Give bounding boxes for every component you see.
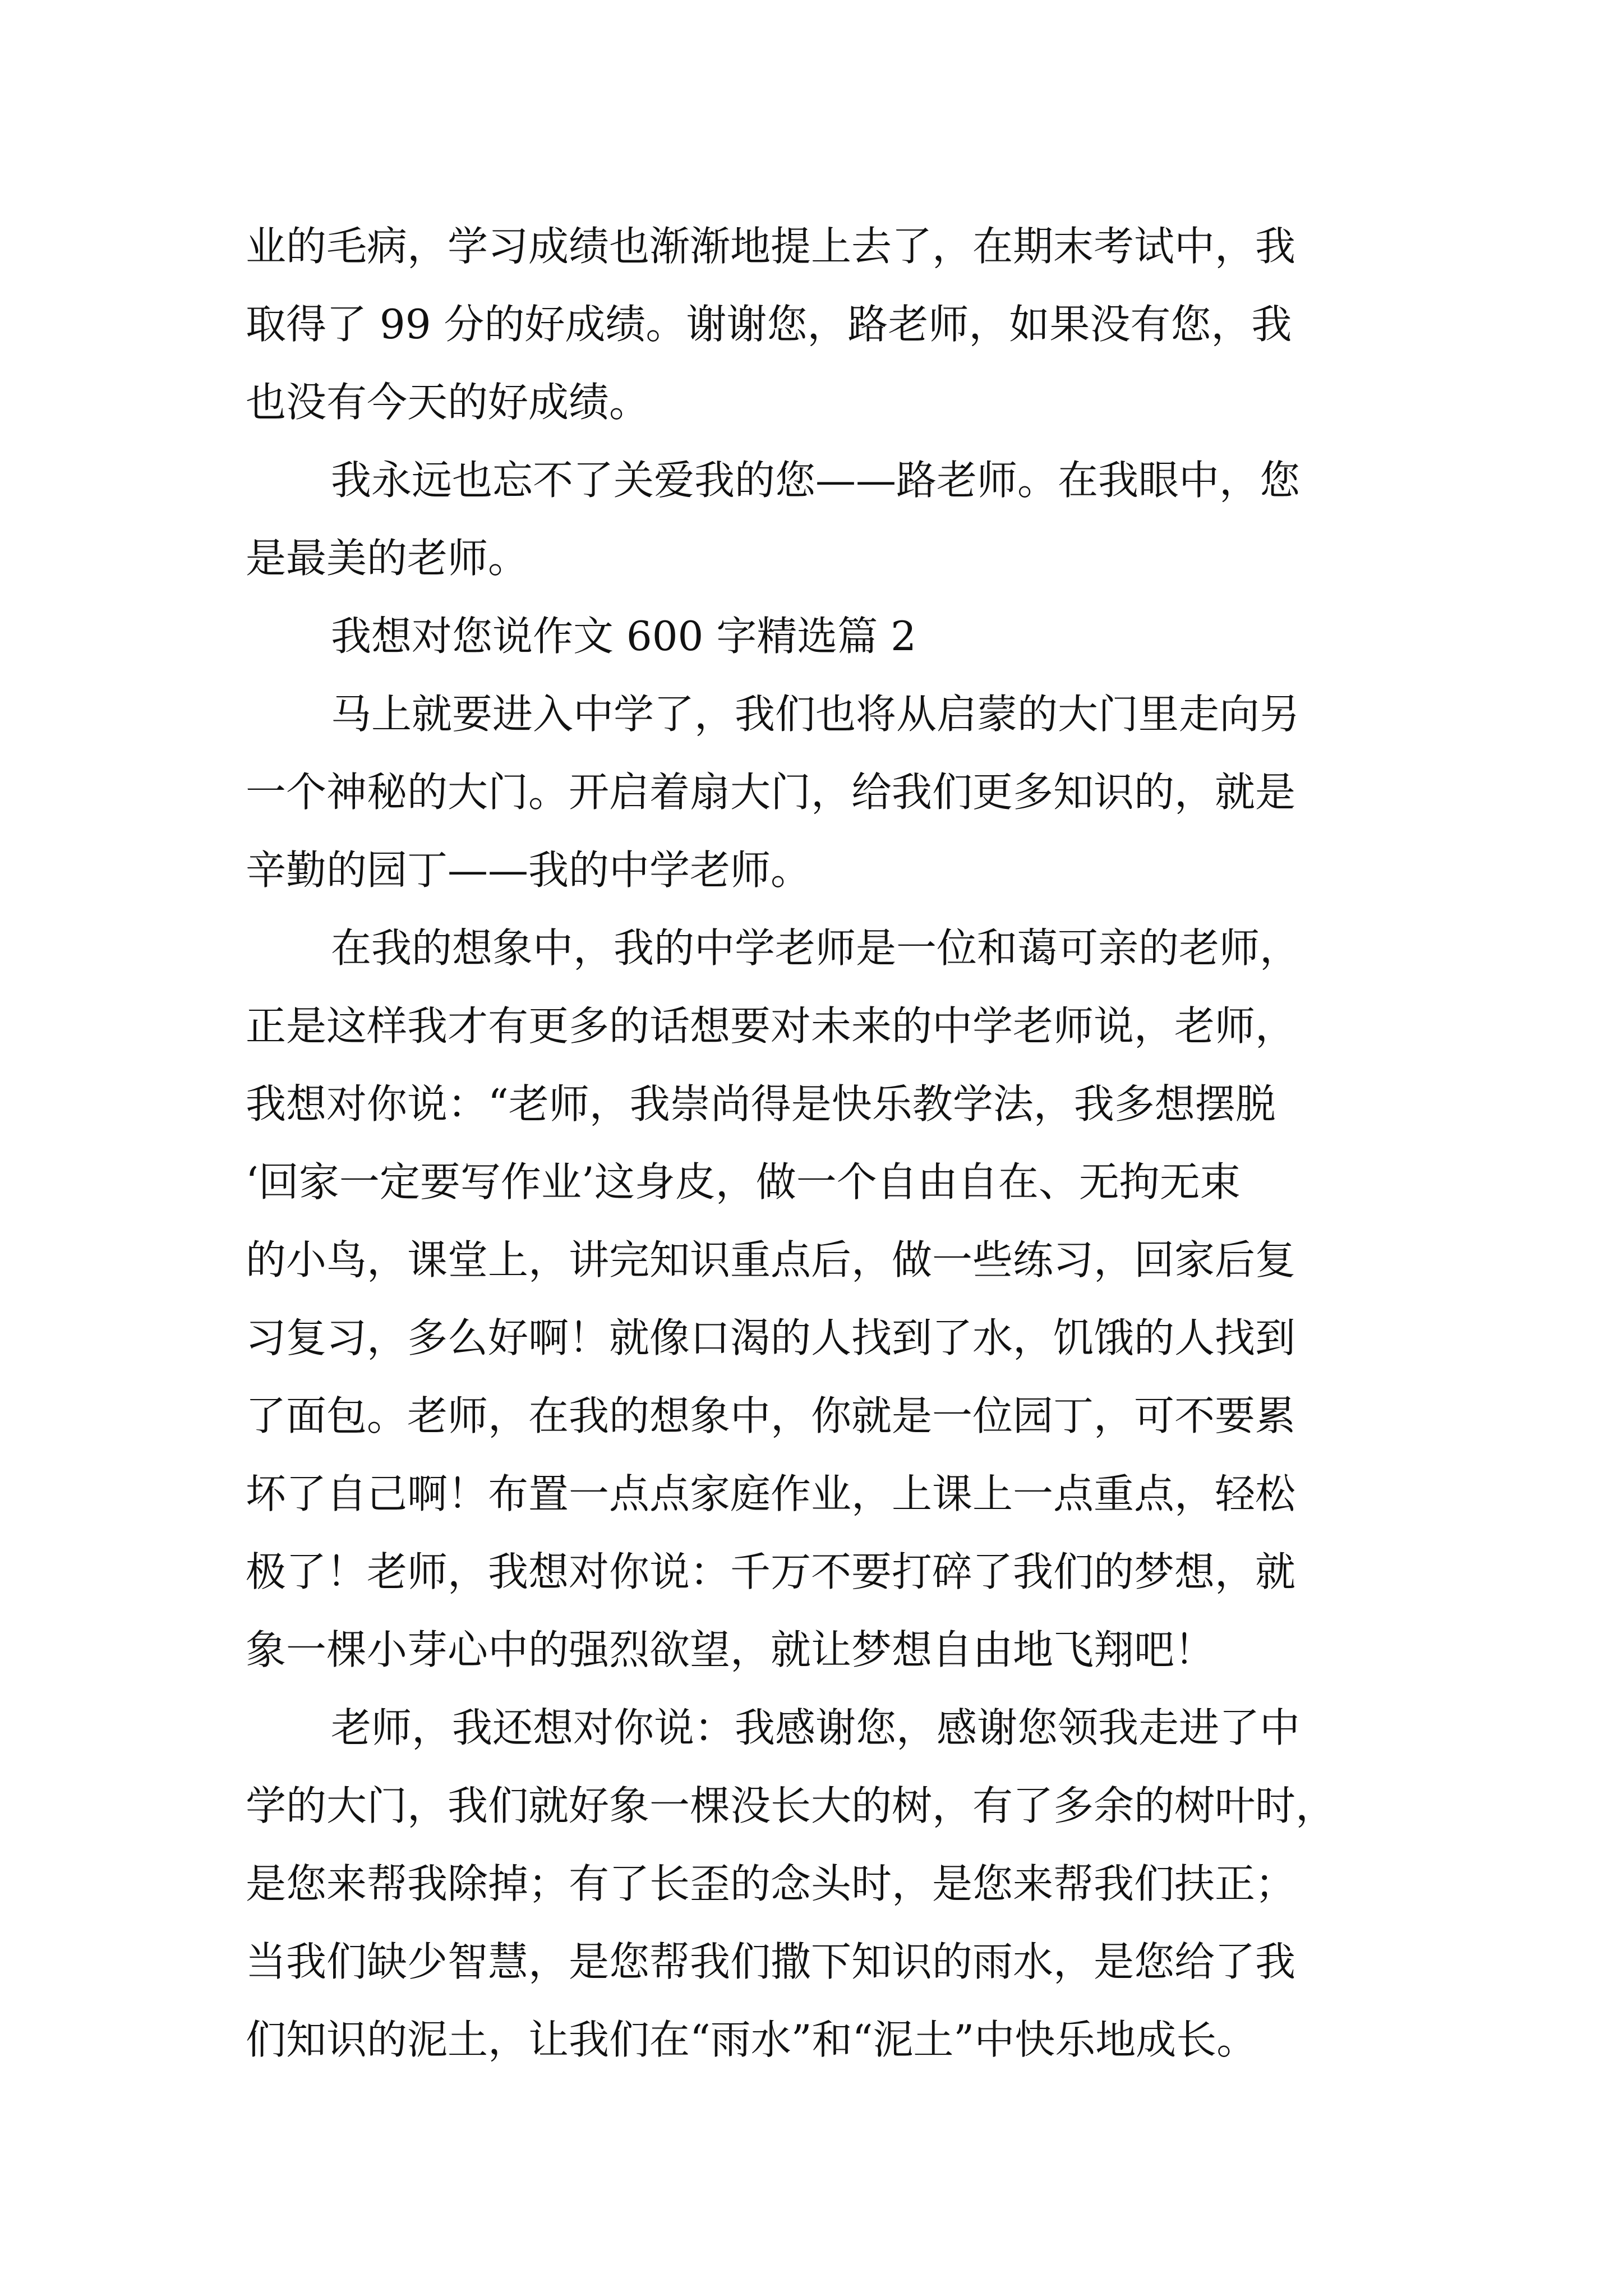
text-line: 一个神秘的大门。开启着扇大门，给我们更多知识的，就是 — [246, 769, 1296, 816]
heading-text: 我想对您说作文 600 字精选篇 2 — [331, 613, 916, 660]
text-line: 是最美的老师。 — [246, 535, 529, 582]
text-line: 我永远也忘不了关爱我的您——路老师。在我眼中，您 — [331, 457, 1301, 504]
paragraph-1 — [246, 208, 1384, 441]
text-line: 了面包。老师，在我的想象中，你就是一位园丁，可不要累 — [246, 1392, 1296, 1439]
text-line: 取得了 99 分的好成绩。谢谢您，路老师，如果没有您，我 — [246, 301, 1292, 348]
text-line: 老师，我还想对你说：我感谢您，感谢您领我走进了中 — [331, 1704, 1301, 1751]
text-line: 学的大门，我们就好象一棵没长大的树，有了多余的树叶时， — [246, 1782, 1336, 1829]
text-line: ‘回家一定要写作业’这身皮，做一个自由自在、无拘无束 — [246, 1158, 1241, 1205]
paragraph-2 — [246, 441, 1384, 597]
text-line: 当我们缺少智慧，是您帮我们撒下知识的雨水，是您给了我 — [246, 1938, 1296, 1985]
text-line: 业的毛病，学习成绩也渐渐地提上去了，在期末考试中，我 — [246, 223, 1296, 270]
text-line: 也没有今天的好成绩。 — [246, 379, 650, 426]
text-line: 的小鸟，课堂上，讲完知识重点后，做一些练习，回家后复 — [246, 1236, 1296, 1283]
paragraph-5 — [246, 1689, 1384, 2079]
text-line: 坏了自己啊！布置一点点家庭作业，上课上一点重点，轻松 — [246, 1470, 1296, 1517]
text-line: 我想对你说：“老师，我崇尚得是快乐教学法，我多想摆脱 — [246, 1080, 1276, 1128]
document-body — [246, 208, 1384, 2079]
paragraph-3 — [246, 675, 1384, 909]
text-line: 是您来帮我除掉；有了长歪的念头时，是您来帮我们扶正； — [246, 1860, 1296, 1907]
text-line: 辛勤的园丁——我的中学老师。 — [246, 846, 811, 894]
text-line: 在我的想象中，我的中学老师是一位和蔼可亲的老师， — [331, 924, 1301, 972]
text-line: 象一棵小芽心中的强烈欲望，就让梦想自由地飞翔吧！ — [246, 1626, 1215, 1673]
text-line: 们知识的泥土，让我们在“雨水”和“泥土”中快乐地成长。 — [246, 2016, 1257, 2063]
text-line: 正是这样我才有更多的话想要对未来的中学老师说，老师， — [246, 1002, 1296, 1050]
text-line: 极了！老师，我想对你说：千万不要打碎了我们的梦想，就 — [246, 1548, 1296, 1595]
text-line: 习复习，多么好啊！就像口渴的人找到了水，饥饿的人找到 — [246, 1314, 1296, 1361]
paragraph-4 — [246, 909, 1384, 1689]
text-line: 马上就要进入中学了，我们也将从启蒙的大门里走向另 — [331, 691, 1301, 738]
section-heading — [246, 597, 1384, 675]
